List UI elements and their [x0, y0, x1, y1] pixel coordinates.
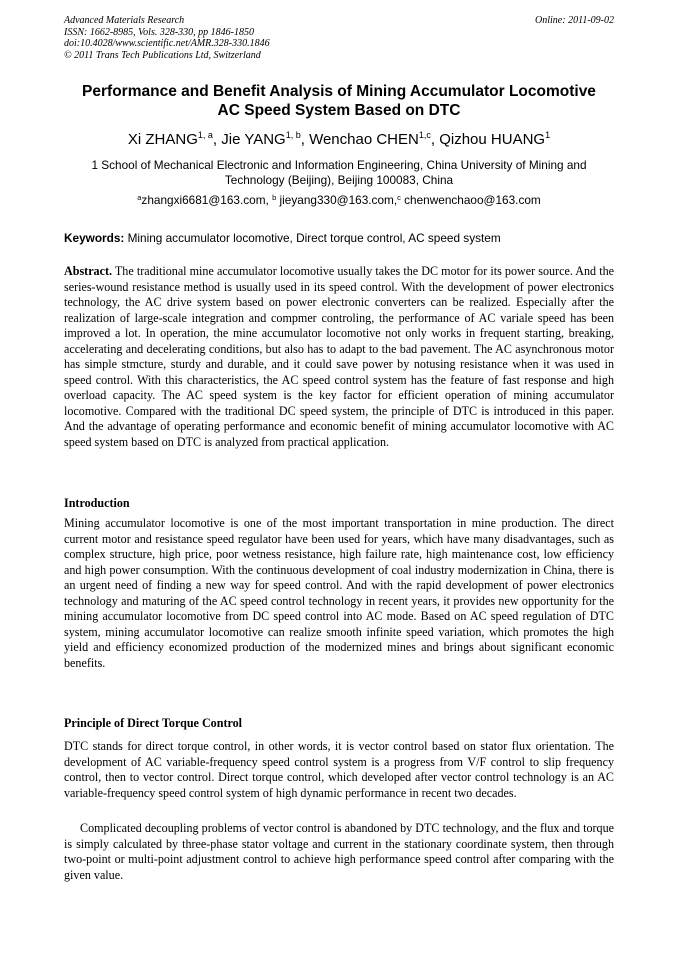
dtc-paragraph-2: Complicated decoupling problems of vector control is abandoned by DTC technology, and the flux and torque is simply calculated by three-phase stator voltage and current in the stationary coordinate system, then through two-point or multi-point adjustment control to achieve high performance speed control after comparing with the given value. — [64, 821, 614, 882]
title-line-1: Performance and Benefit Analysis of Mining Accumulator Locomotive — [82, 83, 596, 100]
author-list — [64, 131, 614, 149]
dtc-paragraph-1: DTC stands for direct torque control, in other words, it is vector control based on stator flux orientation. The development of AC variable-frequency speed control system is a progress from V/F control to slip frequency control, then to vector control. Direct torque control, which developed after vector control technology is an AC variable-frequency speed control system of high dynamic performance in recent two decades. — [64, 739, 614, 800]
paper-title — [64, 82, 614, 120]
email-address: chenwenchaoo@163.com — [400, 193, 541, 207]
author-sep: , — [212, 131, 222, 148]
online-date: Online: 2011-09-02 — [535, 15, 614, 26]
affiliation: 1 School of Mechanical Electronic and Information Engineering, China University of Mining and Technology (Beijing), Beijing 100083, China — [91, 158, 587, 187]
author-sup: 1, b — [285, 130, 301, 140]
author-sup: 1,c — [418, 130, 431, 140]
author-name: Xi ZHANG — [127, 131, 198, 148]
issn-line: ISSN: 1662-8985, Vols. 328-330, pp 1846-1850 — [64, 26, 254, 38]
journal-name: Advanced Materials Research — [64, 15, 185, 26]
doi-line: doi:10.4028/www.scientific.net/AMR.328-330.1846 — [64, 38, 270, 50]
keywords — [64, 231, 614, 246]
author-sup: 1 — [545, 130, 551, 140]
abstract-label: Abstract. — [64, 264, 113, 278]
author-emails — [64, 193, 614, 208]
email-sup: b — [272, 193, 277, 202]
section-heading-dtc: Principle of Direct Torque Control — [64, 716, 243, 730]
copyright-line: © 2011 Trans Tech Publications Ltd, Switzerland — [64, 49, 261, 61]
author-name: Jie YANG — [221, 131, 286, 148]
author-name: Wenchao CHEN — [309, 131, 419, 148]
keywords-label: Keywords: — [64, 231, 125, 245]
section-heading-introduction: Introduction — [64, 496, 130, 510]
journal-header — [64, 15, 270, 61]
introduction-paragraph: Mining accumulator locomotive is one of the most important transportation in mine production. The direct current motor and resistance speed regulator have been used for years, which have many disadvantages, such as complex structure, high price, poor wetness resistance, high failure rate, high maintenance cost, low efficiency and high power consumption. With the continuous development of coal industry modernization in China, there is an urgent need of finding a new way for speed control. And with the rapid development of power electronics technology and maturing of the AC speed control technology in recent years, it provides new opportunity for the mining accumulator locomotive from DC speed control into AC mode. Based on AC speed regulation of DTC system, mining accumulator locomotive can realize smooth infinite speed variation, which promotes the high yield and efficiency economized production of the modernized mines and brings about significant economic benefits. — [64, 516, 614, 670]
abstract-text: The traditional mine accumulator locomotive usually takes the DC motor for its power source. And the series-wound resistance method is usually used in its speed control. With the development of power electronics technology, the AC drive system based on power electronic converters can be realized. Especially after the realization of large-scale integration and compmer controling, the performance of AC variale speed has been improved a lot. In operation, the mine accumulator locomotive not only works in frequent starting, breaking, accelerating and decelerating conditions, but also has to adapt to the bad pavement. The AC asynchronous motor has simple stmcture, sturdy and durable, and it could save power by notusing resistance when it was used in speed control. With this characteristics, the AC speed control system has the feature of fast response and high overload capacity. The AC speed system is the key factor for efficient operation of mining accumulator locomotive. Compared with the traditional DC speed system, the principle of DTC is introduced in this paper. And the advantage of operating performance and economic benefit of mining accumulator locomotive with AC speed system based on DTC is analyzed from practical application. — [64, 264, 614, 449]
keywords-text: Mining accumulator locomotive, Direct torque control, AC speed system — [124, 231, 501, 245]
email-sup: c — [397, 193, 401, 202]
author-sep: , — [300, 131, 310, 148]
author-sep: , — [430, 131, 440, 148]
email-address: zhangxi6681@163.com, — [141, 193, 273, 207]
email-sup: a — [137, 193, 142, 202]
author-sup: 1, a — [197, 130, 213, 140]
email-address: jieyang330@163.com, — [276, 193, 398, 207]
title-line-2: AC Speed System Based on DTC — [217, 102, 461, 119]
author-name: Qizhou HUANG — [439, 131, 546, 148]
abstract — [64, 264, 614, 450]
